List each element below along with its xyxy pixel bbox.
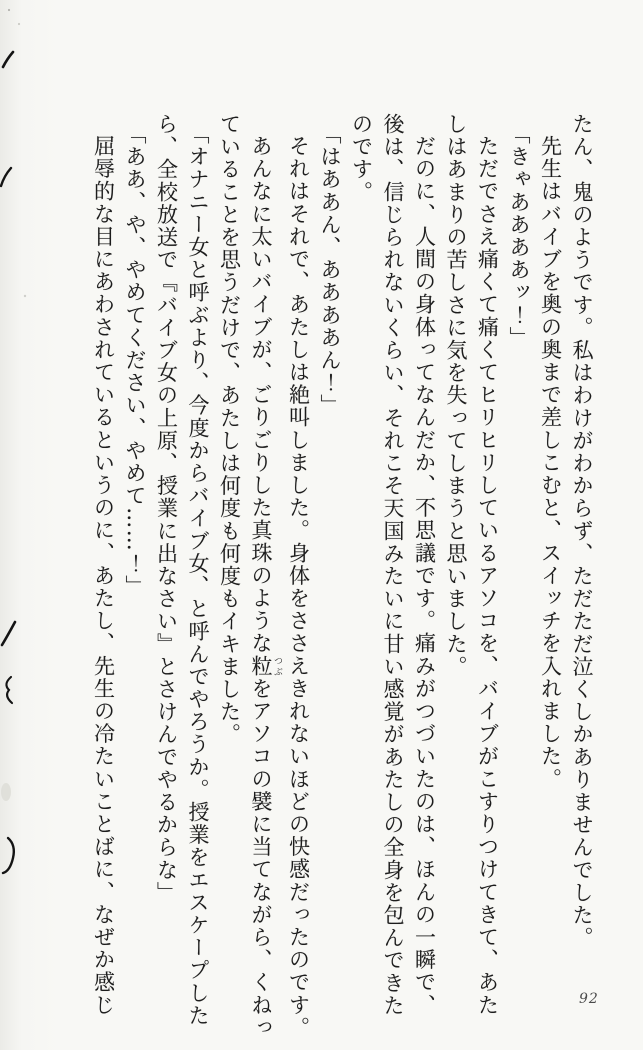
vertical-text-block bbox=[87, 113, 597, 1040]
text-column-2: 先生はバイブを奥の奥まで差しこむと、スイッチを入れました。 bbox=[538, 135, 563, 791]
text-column-7: 後は、信じられないくらい、それこそ天国みたいに甘い感覚があたしの全身を包んできた bbox=[381, 113, 405, 1017]
text-column-6: だのに、人間の身体ってなんだか、不思議です。痛みがつづいたのは、ほんの一瞬で、 bbox=[412, 135, 437, 1017]
furigana-ruby: 粒 つぶ bbox=[249, 654, 282, 678]
text-column-9: 「はああん、ああああん！」 bbox=[318, 123, 342, 417]
text-column-1: たん、鬼のようです。私はわけがわからず、ただただ泣くしかありませんでした。 bbox=[570, 113, 594, 950]
text-column-5: しはあまりの苦しさに気を失ってしまうと思いました。 bbox=[444, 113, 468, 678]
text-column-4: ただでさえ痛くて痛くてヒリヒリしているアソコを、バイブがこすりつけてきて、あた bbox=[475, 135, 500, 1017]
text-column-14: ら、全校放送で『バイブ女の上原、授業に出なさい』とさけんでやるからな」 bbox=[154, 113, 179, 904]
text-column-12: ていることを思うだけで、あたしは何度も何度もイキました。 bbox=[217, 113, 242, 746]
text-column-16: 屈辱的な目にあわされているというのに、あたし、先生の冷たいことばに、なぜか感じ bbox=[91, 135, 116, 1017]
scan-artifacts bbox=[0, 0, 34, 1050]
text-column-3: 「きゃああああッ！」 bbox=[507, 123, 531, 349]
text-column-11: あんなに太いバイブが、ごりごりした真珠のような粒 つぶをアソコの襞に当てながら、くねっ bbox=[249, 135, 282, 1040]
text-column-15: 「ああ、や、やめてください、やめて……！」 bbox=[123, 123, 147, 598]
text-column-8: のです。 bbox=[349, 113, 374, 204]
text-column-13: 「オナニー女と呼ぶより、今度からバイブ女、と呼んでやろうか。授業をエスケープした bbox=[186, 123, 210, 1027]
text-column-10: それはそれで、あたしは絶叫しました。身体をささえきれないほどの快感だったのです。 bbox=[286, 135, 311, 1039]
page-number: 92 bbox=[579, 991, 599, 1007]
